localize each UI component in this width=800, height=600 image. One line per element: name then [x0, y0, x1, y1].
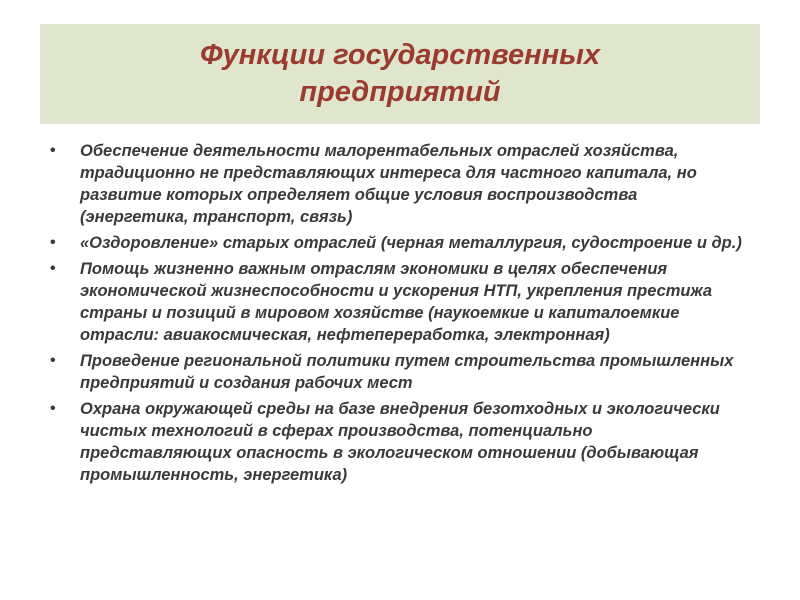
list-item	[48, 140, 748, 228]
list-item-text: Обеспечение деятельности малорентабельных отраслей хозяйства, традиционно не представляющих интереса для частного капитала, но развитие которых определяет общие условия воспроизводства (энергетика, транспорт, связь)	[80, 142, 697, 226]
title-banner	[40, 24, 760, 124]
bullet-icon: •	[50, 352, 56, 369]
list-item-text: Помощь жизненно важным отраслям экономики в целях обеспечения экономической жизнеспособности и ускорения НТП, укрепления престижа страны и позиций в мировом хозяйстве (наукоемкие и капиталоемкие отрасли: авиакосмическая, нефтепереработка, электронная)	[80, 260, 713, 344]
list-item-text: «Оздоровление» старых отраслей (черная металлургия, судостроение и др.)	[80, 234, 742, 252]
list-item	[48, 258, 748, 346]
list-item	[48, 398, 748, 486]
list-item	[48, 350, 748, 394]
list-item-text: Охрана окружающей среды на базе внедрения безотходных и экологически чистых технологий в сферах производства, потенциально представляющих опасность в экологическом отношении (добывающая промышленность, энергетика)	[80, 400, 720, 484]
bullet-icon: •	[50, 234, 56, 251]
bullet-icon: •	[50, 142, 56, 159]
bullet-icon: •	[50, 400, 56, 417]
bullet-list	[48, 140, 748, 490]
bullet-icon: •	[50, 260, 56, 277]
slide-title: Функции государственных предприятий	[199, 39, 601, 108]
list-item	[48, 232, 748, 254]
list-item-text: Проведение региональной политики путем строительства промышленных предприятий и создания рабочих мест	[80, 352, 734, 392]
